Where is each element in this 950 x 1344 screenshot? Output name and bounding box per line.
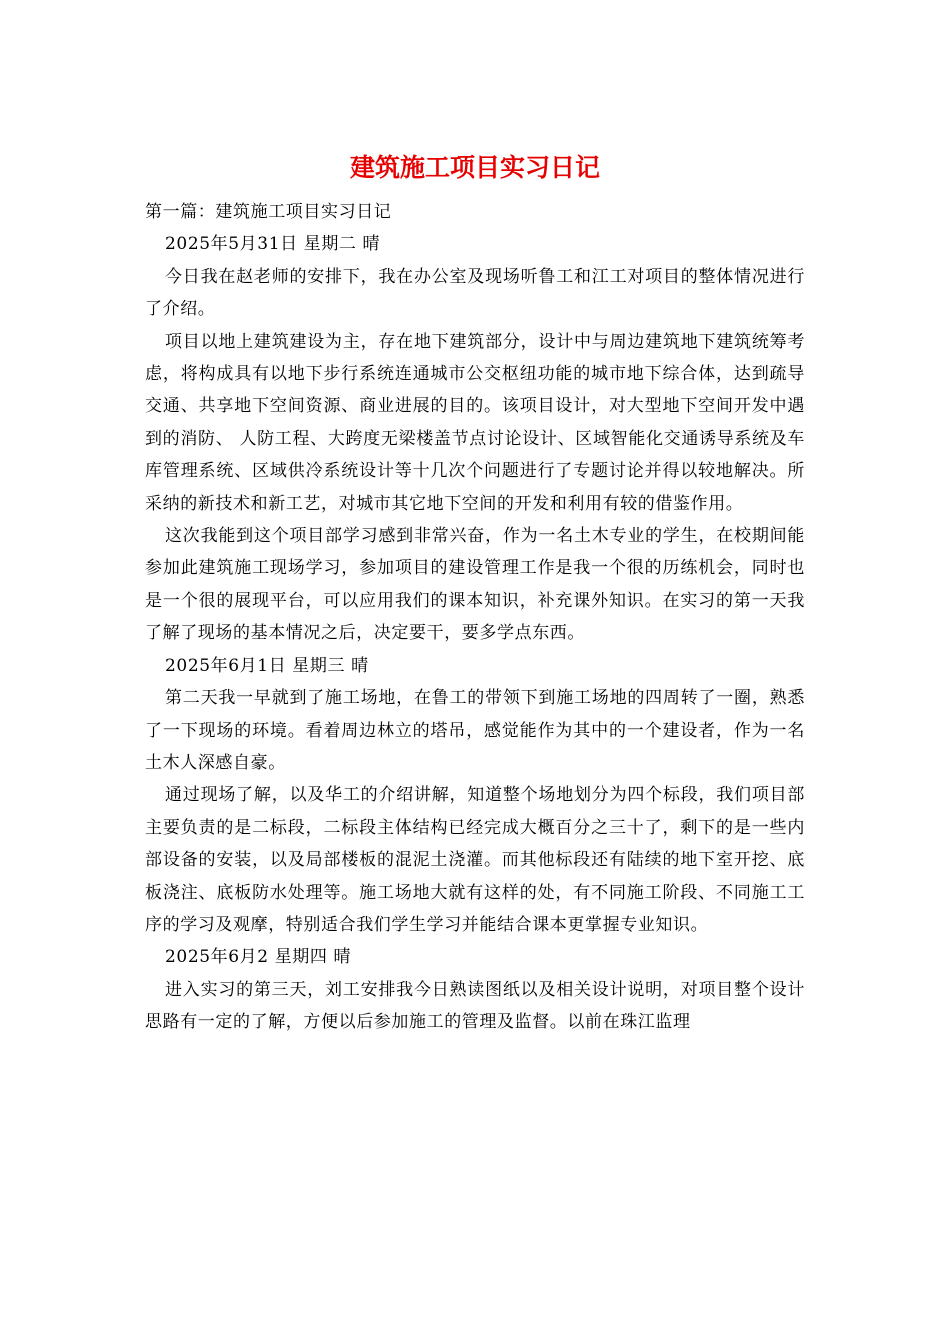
document-title: 建筑施工项目实习日记 xyxy=(349,153,600,182)
paragraph: 这次我能到这个项目部学习感到非常兴奋，作为一名土木专业的学生，在校期间能参加此建筑施工现场学习，参加项目的建设管理工作是我一个很的历练机会，同时也是一个很的展现平台，可以应用我们的课本知识，补充课外知识。在实习的第一天我了解了现场的基本情况之后，决定要干，要多学点东西。 xyxy=(145,526,805,644)
paragraph: 通过现场了解，以及华工的介绍讲解，知道整个场地划分为四个标段，我们项目部主要负责的是二标段，二标段主体结构已经完成大概百分之三十了，剩下的是一些内部设备的安装，以及局部楼板的混泥土浇灌。而其他标段还有陆续的地下室开挖、底板浇注、底板防水处理等。施工场地大就有这样的处，有不同施工阶段、不同施工工序的学习及观摩，特别适合我们学生学习并能结合课本更掌握专业知识。 xyxy=(145,785,805,935)
section-heading: 第一篇：建筑施工项目实习日记 xyxy=(145,202,392,222)
document-body xyxy=(145,196,805,1039)
paragraph: 今日我在赵老师的安排下，我在办公室及现场听鲁工和江工对项目的整体情况进行了介绍。 xyxy=(145,266,805,320)
diary-date-1: 2025年5月31日 星期二 晴 xyxy=(165,234,381,255)
paragraph: 进入实习的第三天，刘工安排我今日熟读图纸以及相关设计说明，对项目整个设计思路有一定的了解，方便以后参加施工的管理及监督。以前在珠江监理 xyxy=(145,979,805,1033)
diary-date-3: 2025年6月2 星期四 晴 xyxy=(165,947,352,968)
diary-date-2: 2025年6月1日 星期三 晴 xyxy=(165,655,369,676)
paragraph: 项目以地上建筑建设为主，存在地下建筑部分，设计中与周边建筑地下建筑统筹考虑，将构成具有以地下步行系统连通城市公交枢纽功能的城市地下综合体，达到疏导交通、共享地下空间资源、商业进展的目的。该项目设计，对大型地下空间开发中遇到的消防、 人防工程、大跨度无梁楼盖节点讨论设计、区域智能化交通诱导系统及车库管理系统、区域供冷系统设计等十几次个问题进行了专题讨论并得以较地解决。所采纳的新技术和新工艺，对城市其它地下空间的开发和利用有较的借鉴作用。 xyxy=(145,331,805,514)
paragraph: 第二天我一早就到了施工场地，在鲁工的带领下到施工场地的四周转了一圈，熟悉了一下现场的环境。看着周边林立的塔吊，感觉能作为其中的一个建设者，作为一名土木人深感自豪。 xyxy=(145,688,805,773)
